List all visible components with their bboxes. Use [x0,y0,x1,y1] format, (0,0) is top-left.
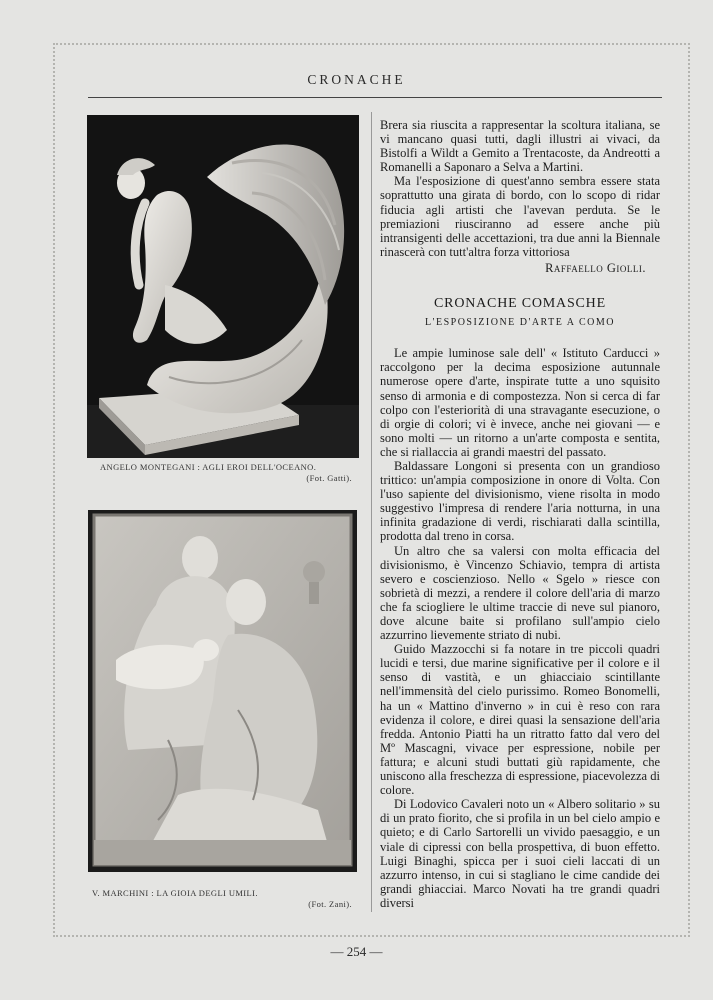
figure-caption-1 [100,462,352,484]
figure-caption-2 [92,888,352,910]
section-title: CRONACHE COMASCHE [434,296,606,312]
header-rule [88,97,662,98]
section-paragraph: Guido Mazzocchi si fa notare in tre piccoli quadri lucidi e tersi, due marine significative per il colore e il senso di vastità, e un ghiacciaio scintillante nell'immensità del cielo purissimo. Romeo Bonomelli, ha un « Mattino d'inverno » in cui è reso con rara evidenza il colore, e direi quasi la sensazione dell'aria fredda. Antonio Piatti ha un ritratto fatto dal vero del Mº Mascagni, vivace per espressione, nobile per fattura; e alcuni studi buttati giù rapidamente, che uniscono alla freschezza di espressione, piacevolezza di colore. [380,642,660,798]
article-paragraph: Ma l'esposizione di quest'anno sembra essere stata soprattutto una girata di bordo, con lo scopo di ridar fiducia agli artisti che l'avevan perduta. Se le premiazioni riusciranno ad essere anche più intransigenti delle accettazioni, tra due anni la Biennale rinascerà con tutt'altra forza vittoriosa [380,174,660,259]
section-paragraph: Un altro che sa valersi con molta efficacia del divisionismo, è Vincenzo Schiavio, tempra di artista severo e coscienzioso. Nello « Sgelo » riesce con sobrietà di mezzi, a rendere il colore dell'aria di marzo che fa sciogliere le ultime traccie di neve sul pianoro, dove alcune baite si profilano sull'ampio cielo azzurrino lievemente striato di nubi. [380,543,660,643]
caption-title: ANGELO MONTEGANI : AGLI EROI DELL'OCEANO. [100,462,317,472]
section-paragraph: Baldassare Longoni si presenta con un grandioso trittico: un'ampia composizione in onore di Volta. Con l'uso sapiente del divisionismo, viene risolta in modo suggestivo l'impresa di rendere l'aria notturna, in una infinita gradazione di verdi, rischiarati dalla scintilla, prodotta dal treno in corsa. [380,458,660,544]
caption-credit: (Fot. Gatti). [306,473,352,483]
section-paragraph: Di Lodovico Cavaleri noto un « Albero solitario » su di un prato fiorito, che si profila in un bel cielo ampio e quieto; e di Carlo Sartorelli un vivido paesaggio, e un viale di cipressi con bella prospettiva, di buon effetto. Luigi Binaghi, spicca per i suoi cieli laccati di un azzurro intenso, in cui si stagliano le cime candide dei grandi ghiacciai. Marco Novati ha tre grandi quadri diversi [380,797,660,910]
caption-credit: (Fot. Zani). [308,899,352,909]
author-signature: Raffaello Giolli. [545,260,646,275]
section-paragraph: Le ampie luminose sale dell' « Istituto Carducci » raccolgono per la decima esposizione autunnale numerose opere d'arte, inspirate tutte a uno squisito senso di armonia e di compostezza. Non si cerca di far colpo con l'esteriorità di una stravagante esecuzione, o di orgie di colori; vi è invece, anche nei giovani — e sono molti — un ritorno a un'arte composta e sentita, che si riallaccia ai grandi maestri del passato. [380,346,660,459]
running-head: CRONACHE [307,72,406,87]
figure-photo-sculpture-winged [87,115,359,458]
figure-photo-relief-family [88,510,357,872]
column-divider [371,112,372,912]
article-paragraph: Brera sia riuscita a rappresentar la scoltura italiana, se vi mancano quasi tutti, dagli illustri ai vivaci, da Bistolfi a Wildt a Gemito a Trentacoste, da Andreotti a Romanelli a Saponaro a Selva a Martini. [380,118,660,175]
section-subtitle: L'ESPOSIZIONE D'ARTE A COMO [425,317,615,329]
article-column [380,118,660,910]
page-number: — 254 — [330,944,383,959]
caption-title: V. MARCHINI : LA GIOIA DEGLI UMILI. [92,888,258,898]
